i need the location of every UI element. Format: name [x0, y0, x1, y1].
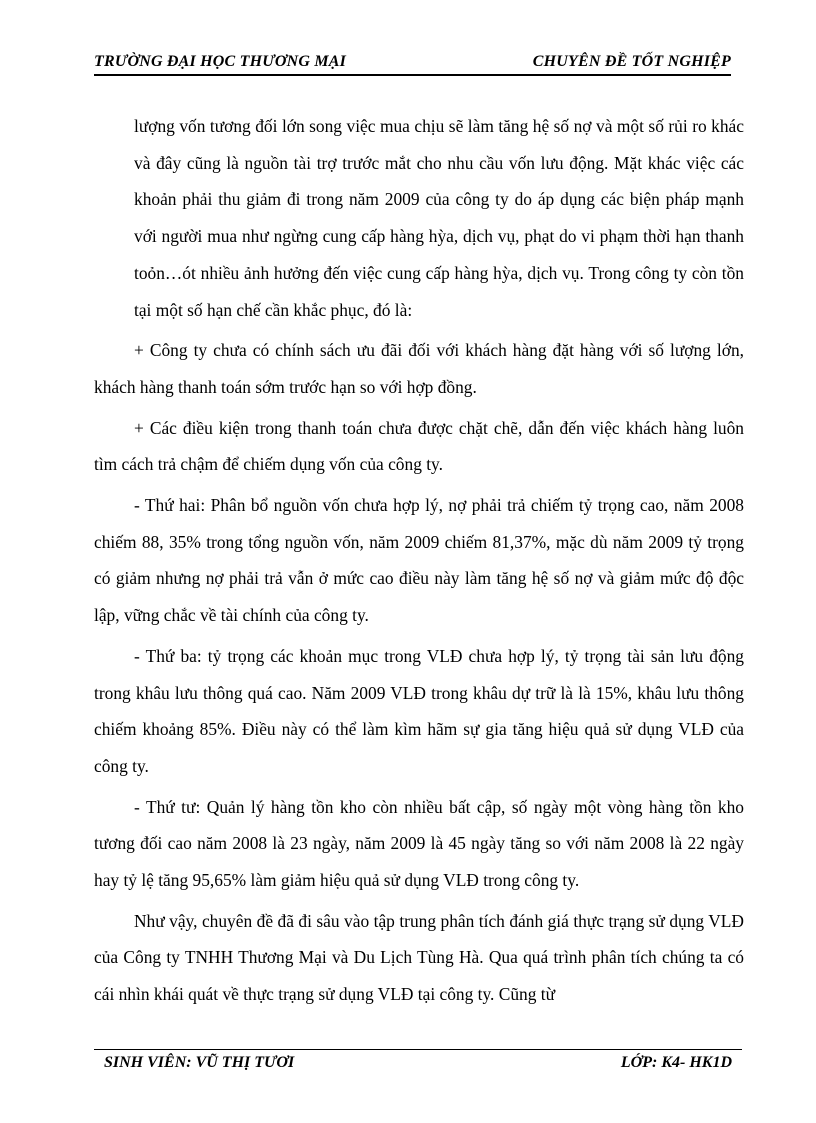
document-body [94, 108, 744, 1013]
paragraph-fourth-issue: - Thứ tư: Quản lý hàng tồn kho còn nhiều bất cập, số ngày một vòng hàng tồn kho tương đối cao năm 2008 là 23 ngày, năm 2009 là 45 ngày tăng so với năm 2008 là 22 ngày hay tỷ lệ tăng 95,65% làm giảm hiệu quả sử dụng VLĐ trong công ty. [94, 796, 744, 891]
paragraph-third-issue: - Thứ ba: tỷ trọng các khoản mục trong VLĐ chưa hợp lý, tỷ trọng tài sản lưu động trong khâu lưu thông quá cao. Năm 2009 VLĐ trong khâu dự trữ là là 15%, khâu lưu thông chiếm khoảng 85%. Điều này có thể làm kìm hãm sự gia tăng hiệu quả sử dụng VLĐ của công ty. [94, 645, 744, 776]
header-school-name: TRƯỜNG ĐẠI HỌC THƯƠNG MẠI [94, 53, 347, 70]
header-document-type: CHUYÊN ĐỀ TỐT NGHIỆP [532, 53, 731, 70]
footer-student-name: SINH VIÊN: VŨ THỊ TƯƠI [104, 1054, 295, 1071]
page-footer [104, 1054, 732, 1076]
page-header [94, 50, 731, 76]
paragraph-continuation: lượng vốn tương đối lớn song việc mua chịu sẽ làm tăng hệ số nợ và một số rủi ro khác và đây cũng là nguồn tài trợ trước mắt cho nhu cầu vốn lưu động. Mặt khác việc các khoản phải thu giảm đi trong năm 2009 của công ty do áp dụng các biện pháp mạnh với người mua như ngừng cung cấp hàng hỳa, dịch vụ, phạt do vi phạm thời hạn thanh toỏn…ót nhiều ảnh hưởng đến việc cung cấp hàng hỳa, dịch vụ. Trong công ty còn tồn tại một số hạn chế cần khắc phục, đó là: [134, 116, 744, 320]
paragraph-second-issue: - Thứ hai: Phân bổ nguồn vốn chưa hợp lý, nợ phải trả chiếm tỷ trọng cao, năm 2008 chiếm 88, 35% trong tổng nguồn vốn, năm 2009 chiếm 81,37%, mặc dù năm 2009 tỷ trọng có giảm nhưng nợ phải trả vẫn ở mức cao điều này làm tăng hệ số nợ và giảm mức độ độc lập, vững chắc về tài chính của công ty. [94, 495, 744, 626]
footer-class: LỚP: K4- HK1D [620, 1054, 732, 1071]
footer-divider [94, 1049, 742, 1050]
paragraph-conclusion: Như vậy, chuyên đề đã đi sâu vào tập trung phân tích đánh giá thực trạng sử dụng VLĐ của Công ty TNHH Thương Mại và Du Lịch Tùng Hà. Qua quá trình phân tích chúng ta có cái nhìn khái quát về thực trạng sử dụng VLĐ tại công ty. Cũng từ [94, 910, 744, 1005]
paragraph-bullet-payment-terms: + Các điều kiện trong thanh toán chưa được chặt chẽ, dẫn đến việc khách hàng luôn tìm cách trả chậm để chiếm dụng vốn của công ty. [94, 417, 744, 475]
paragraph-bullet-discount-policy: + Công ty chưa có chính sách ưu đãi đối với khách hàng đặt hàng với số lượng lớn, khách hàng thanh toán sớm trước hạn so với hợp đồng. [94, 340, 744, 397]
